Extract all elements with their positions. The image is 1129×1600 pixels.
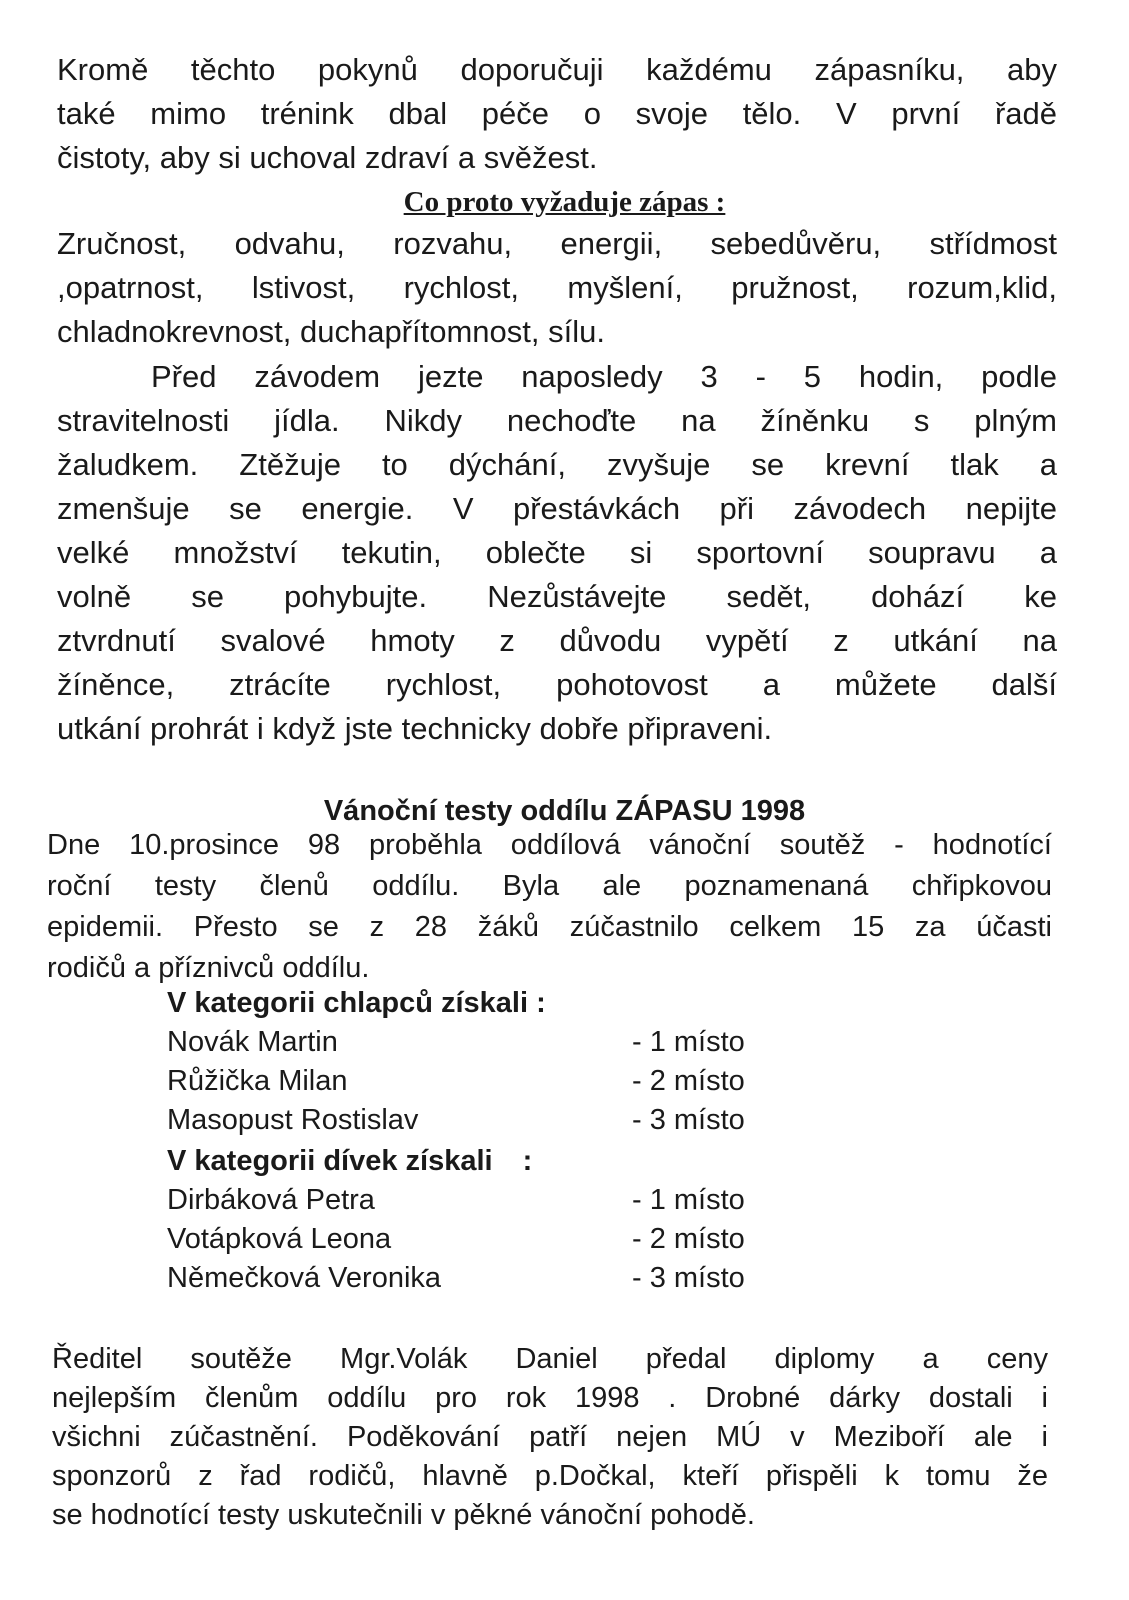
girls-category-colon: : (522, 1145, 533, 1177)
competitor-place: - 1 místo (632, 1184, 745, 1216)
competitor-name: Němečková Veronika (167, 1262, 442, 1294)
intro-line: také mimo trénink dbal péče o svoje tělo. V první řadě (57, 96, 1057, 131)
closing-line: všichni zúčastnění. Poděkování patří nejen MÚ v Meziboří ale i (52, 1421, 1048, 1453)
advice-line: žaludkem. Ztěžuje to dýchání, zvyšuje se krevní tlak a (57, 447, 1057, 482)
competitor-name: Masopust Rostislav (167, 1104, 419, 1136)
contest-line: roční testy členů oddílu. Byla ale poznamenaná chřipkovou (47, 870, 1052, 902)
competitor-place: - 3 místo (632, 1104, 745, 1136)
competitor-name: Růžička Milan (167, 1065, 348, 1097)
intro-line: Kromě těchto pokynů doporučuji každému zápasníku, aby (57, 52, 1057, 87)
result-row (167, 1181, 867, 1220)
intro-paragraph (57, 48, 1057, 180)
contest-paragraph (47, 825, 1052, 989)
advice-paragraph (57, 355, 1057, 751)
closing-paragraph (52, 1340, 1048, 1535)
competitor-name: Votápková Leona (167, 1223, 392, 1255)
requirements-heading: Co proto vyžaduje zápas : (403, 186, 726, 218)
competitor-place: - 3 místo (632, 1262, 745, 1294)
girls-category-title (167, 1141, 867, 1181)
competitor-place: - 2 místo (632, 1223, 745, 1255)
advice-line: utkání prohrát i když jste technicky dobře připraveni. (57, 711, 773, 746)
girls-category-label: V kategorii dívek získali (167, 1145, 493, 1177)
advice-line: ztvrdnutí svalové hmoty z důvodu vypětí z utkání na (57, 623, 1057, 658)
qualities-paragraph (57, 222, 1057, 354)
boys-category-title: V kategorii chlapců získali : (167, 987, 546, 1019)
result-row (167, 1101, 867, 1140)
advice-line: volně se pohybujte. Nezůstávejte sedět, dohází ke (57, 579, 1057, 614)
result-row (167, 1023, 867, 1062)
competitor-place: - 1 místo (632, 1026, 745, 1058)
result-row (167, 1259, 867, 1298)
girls-results (167, 1141, 867, 1298)
closing-line: Ředitel soutěže Mgr.Volák Daniel předal diplomy a ceny (52, 1343, 1048, 1375)
christmas-tests-heading: Vánoční testy oddílu ZÁPASU 1998 (323, 795, 806, 827)
competitor-name: Dirbáková Petra (167, 1184, 375, 1216)
closing-line: se hodnotící testy uskutečnili v pěkné vánoční pohodě. (52, 1499, 755, 1531)
contest-line: epidemii. Přesto se z 28 žáků zúčastnilo celkem 15 za účasti (47, 911, 1052, 943)
contest-line: Dne 10.prosince 98 proběhla oddílová vánoční soutěž - hodnotící (47, 829, 1052, 861)
advice-line: stravitelnosti jídla. Nikdy nechoďte na žíněnku s plným (57, 403, 1057, 438)
competitor-place: - 2 místo (632, 1065, 745, 1097)
qualities-line: Zručnost, odvahu, rozvahu, energii, sebedůvěru, střídmost (57, 226, 1057, 261)
advice-line: velké množství tekutin, oblečte si sportovní soupravu a (57, 535, 1057, 570)
qualities-line: chladnokrevnost, duchapřítomnost, sílu. (57, 314, 605, 349)
advice-line: žíněnce, ztrácíte rychlost, pohotovost a můžete další (57, 667, 1057, 702)
result-row (167, 1220, 867, 1259)
advice-line: zmenšuje se energie. V přestávkách při závodech nepijte (57, 491, 1057, 526)
closing-line: sponzorů z řad rodičů, hlavně p.Dočkal, kteří přispěli k tomu že (52, 1460, 1048, 1492)
contest-line: rodičů a příznivců oddílu. (47, 952, 370, 984)
qualities-line: ,opatrnost, lstivost, rychlost, myšlení, pružnost, rozum,klid, (57, 270, 1057, 305)
intro-line: čistoty, aby si uchoval zdraví a svěžest. (57, 140, 598, 175)
result-row (167, 1062, 867, 1101)
boys-results (167, 983, 867, 1140)
closing-line: nejlepším členům oddílu pro rok 1998 . Drobné dárky dostali i (52, 1382, 1048, 1414)
advice-line: Před závodem jezte naposledy 3 - 5 hodin, podle (151, 359, 1057, 394)
competitor-name: Novák Martin (167, 1026, 338, 1058)
